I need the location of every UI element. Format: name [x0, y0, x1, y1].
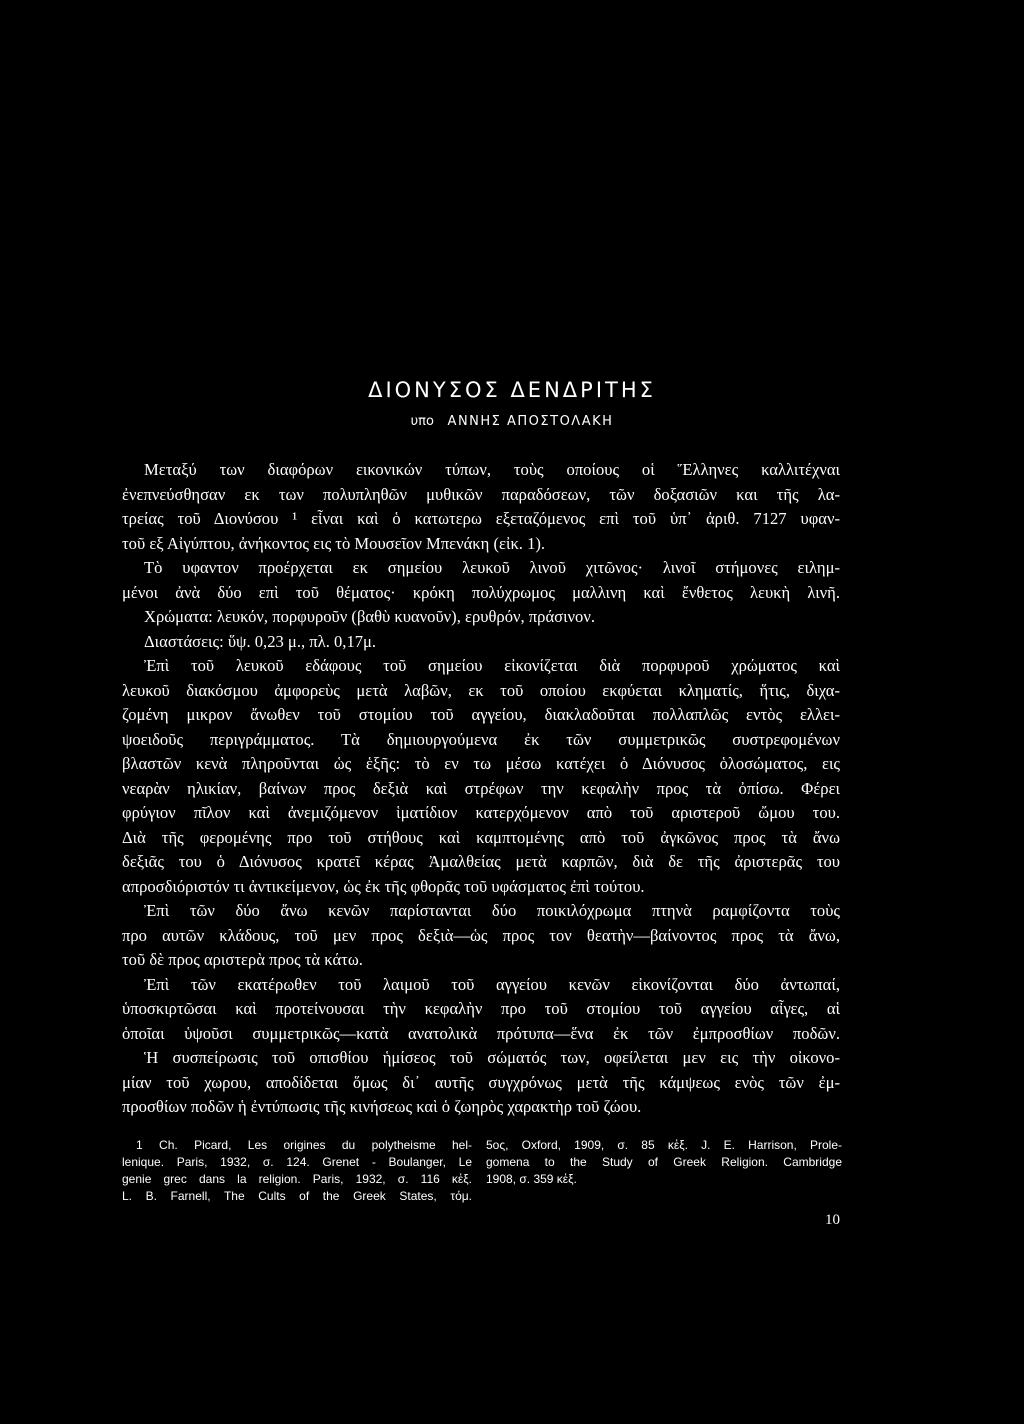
text-line: Διαστάσεις: ὕψ. 0,23 μ., πλ. 0,17μ. [144, 631, 377, 651]
text-line: ὁποῖαι ὑψοῦσι συμμετρικῶς—κατὰ ανατολικὰ πρότυπα—ἕνα ἐκ τῶν ἐμπροσθίων ποδῶν. [122, 1023, 840, 1043]
text-line: ἐνεπνεύσθησαν εκ των πολυπληθῶν μυθικῶν παραδόσεων, τῶν δοξασιῶν και τῆς λα- [122, 484, 840, 504]
text-line: Τὸ υφαντον προέρχεται εκ σημείου λευκοῦ λινοῦ χιτῶνος· λινοῖ στήμονες ειλημ- [144, 558, 840, 577]
footnote-line: 5ος, Oxford, 1909, σ. 85 κἑξ. J. E. Harrison, Prole- [486, 1138, 842, 1152]
text-line: τοῦ εξ Αἰγύπτου, ἀνήκοντος εις τὸ Μουσεῖον Μπενάκη (εἰκ. 1). [122, 533, 546, 553]
text-line: τρείας τοῦ Διονύσου ¹ εἶναι καὶ ὁ κατωτερω εξεταζόμενος επὶ τοῦ ὑπ᾽ ἀριθ. 7127 υφαν- [122, 509, 840, 528]
footnote-line: gomena to the Study of Greek Religion. Cambridge [486, 1155, 842, 1169]
text-line: νεαρὰν ηλικίαν, βαίνων προς δεξιὰ καὶ στρέφων την κεφαλὴν προς τὰ ὀπίσω. Φέρει [122, 778, 840, 798]
text-line: ζομένη μικρον ἄνωθεν τοῦ στομίου τοῦ αγγείου, διακλαδοῦται πολλαπλῶς εντὸς ελλει- [122, 705, 840, 724]
text-line: Ἐπὶ τοῦ λευκοῦ εδάφους τοῦ σημείου εἰκονίζεται διὰ πορφυροῦ χρώματος καὶ [144, 656, 840, 675]
text-line: απροσδιόριστόν τι ἀντικείμενον, ὡς ἐκ τῆς φθορᾶς τοῦ υφάσματος ἐπὶ τούτου. [122, 876, 645, 896]
footnote-line: genie grec dans la religion. Paris, 1932, σ. 116 κἑξ. [122, 1172, 472, 1186]
text-line: Διὰ τῆς φερομένης προ τοῦ στήθους καὶ καμπτομένης απὸ τοῦ ἀγκῶνος προς τὰ ἄνω [122, 827, 840, 847]
text-line: Ἐπὶ τῶν δύο ἄνω κενῶν παρίστανται δύο ποικιλόχρωμα πτηνὰ ραμφίζοντα τοὺς [144, 901, 840, 920]
text-line: ψοειδοῦς περιγράμματος. Τὰ δημιουργούμενα ἐκ τῶν συμμετρικῶς συστρεφομένων [122, 729, 840, 749]
text-line: δεξιᾶς του ὁ Διόνυσος κρατεῖ κέρας Ἀμαλθείας μετὰ καρπῶν, διὰ δε τῆς ἀριστερᾶς του [122, 852, 840, 871]
footnote-line: L. B. Farnell, The Cults of the Greek States, τόμ. [122, 1189, 472, 1203]
text-line: Μεταξύ των διαφόρων εικονικών τύπων, τοὺς οποίους οἱ Ἕλληνες καλλιτέχναι [144, 460, 840, 479]
byline [0, 414, 1024, 429]
text-line: βλαστῶν κενὰ πληροῦνται ὡς ἑξῆς: τὸ εν τω μέσω κατέχει ὁ Διόνυσος ὁλοσώματος, εις [122, 754, 840, 773]
byline-prefix: υπο [410, 414, 434, 429]
body-text [122, 458, 840, 1120]
text-line: τοῦ δὲ προς αριστερὰ προς τὰ κάτω. [122, 950, 363, 969]
footnotes-left-column [122, 1137, 472, 1205]
text-line: λευκοῦ διακόσμου ἀμφορεὺς μετὰ λαβῶν, εκ τοῦ οποίου εκφύεται κληματίς, ἥτις, διχα- [122, 680, 840, 700]
text-line: μένοι ἀνὰ δύο επὶ τοῦ θέματος· κρόκη πολύχρωμος μαλλινη καὶ ἔνθετος λευκὴ λινῆ. [122, 582, 840, 602]
text-line: μίαν τοῦ χωρου, αποδίδεται ὅμως δι᾽ αυτῆς συγχρόνως μετὰ τῆς κάμψεως ενὸς τῶν ἐμ- [122, 1072, 840, 1092]
page-number: 10 [825, 1212, 840, 1228]
article-title: ΔΙΟΝΥΣΟΣ ΔΕΝΔΡΙΤΗΣ [368, 378, 656, 402]
text-line: προ αυτῶν κλάδους, τοῦ μεν προς δεξιὰ—ὡς προς τον θεατὴν—βαίνοντος προς τὰ ἄνω, [122, 925, 840, 945]
text-line: Ἡ συσπείρωσις τοῦ οπισθίου ἡμίσεος τοῦ σώματός των, οφείλεται μεν εις τὴν οἰκονο- [144, 1048, 840, 1067]
byline-author: ΑΝΝΗΣ ΑΠΟΣΤΟΛΑΚΗ [447, 414, 614, 429]
text-line: φρύγιον πῖλον καὶ ἀνεμιζόμενον ἱματίδιον κατερχόμενον απὸ τοῦ αριστεροῦ ὤμου του. [122, 803, 840, 822]
text-line: Χρώματα: λευκόν, πορφυροῦν (βαθὺ κυανοῦν), ερυθρόν, πράσινον. [144, 607, 596, 626]
footnote-line: lenique. Paris, 1932, σ. 124. Grenet - Boulanger, Le [122, 1155, 472, 1169]
footnote-line: 1908, σ. 359 κἑξ. [486, 1172, 577, 1186]
text-line: ὑποσκιρτῶσαι καὶ προτείνουσαι τὴν κεφαλὴν προ τοῦ στομίου τοῦ αγγείου αἶγες, αἱ [122, 999, 840, 1018]
text-line: προσθίων ποδῶν ἡ ἐντύπωσις τῆς κινήσεως καὶ ὁ ζωηρὸς χαρακτὴρ τοῦ ζώου. [122, 1097, 642, 1116]
footnotes-right-column [486, 1137, 842, 1188]
footnote-line: 1 Ch. Picard, Les origines du polytheisme hel- [136, 1138, 472, 1152]
text-line: Ἐπὶ τῶν εκατέρωθεν τοῦ λαιμοῦ τοῦ αγγείου κενῶν εἰκονίζονται δύο ἀντωπαί, [144, 974, 840, 994]
